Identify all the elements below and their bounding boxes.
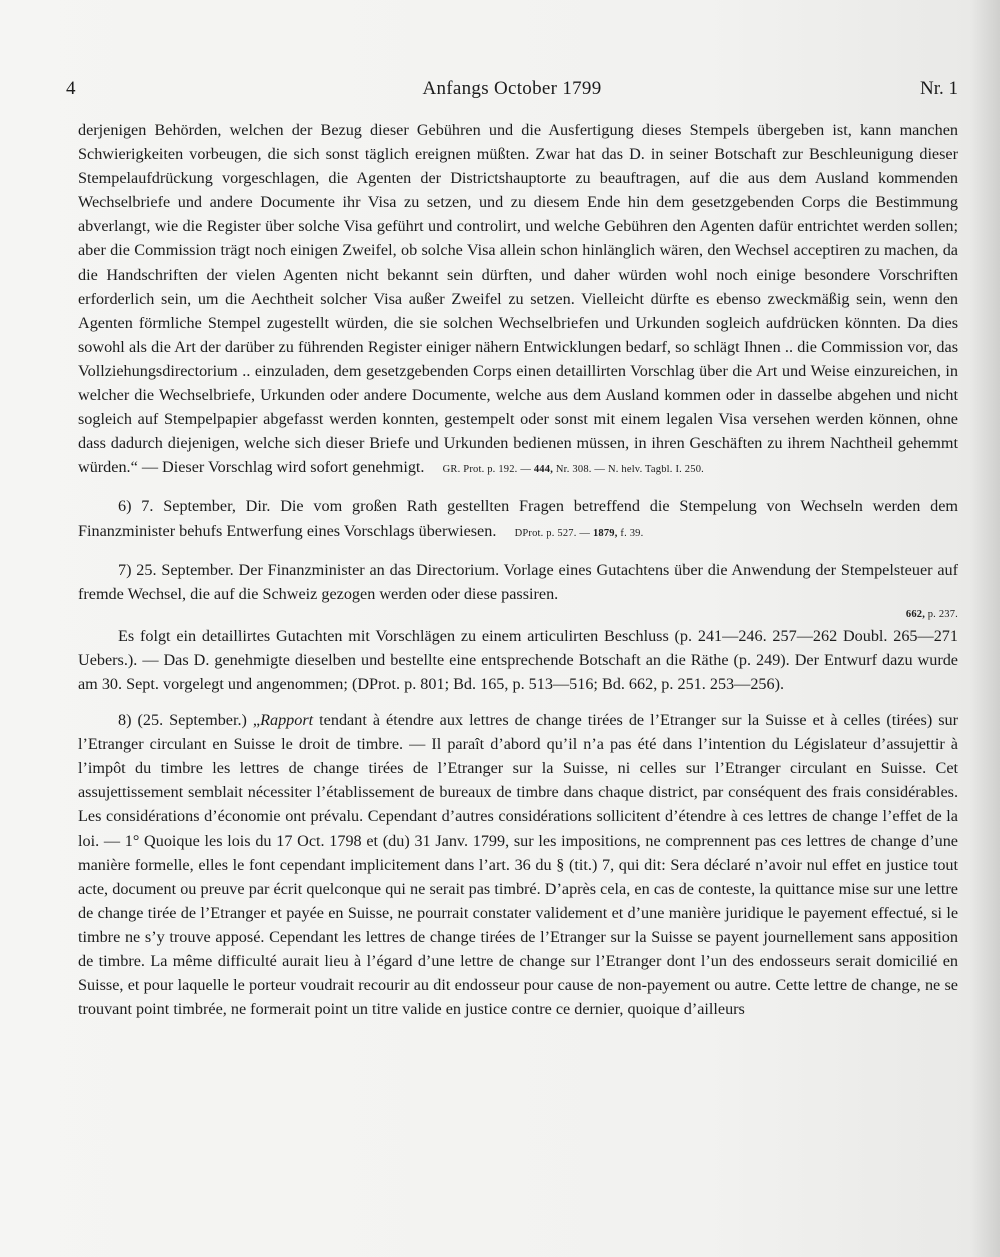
page-header <box>66 78 958 106</box>
paragraph-continued <box>78 118 958 482</box>
page-number: 4 <box>66 78 76 99</box>
section-number: Nr. 1 <box>920 78 958 99</box>
rapport-word: Rapport <box>260 711 314 730</box>
entry-7 <box>78 558 958 624</box>
paragraph-text: tendant à étendre aux lettres de change tirées de l’Etranger sur la Suisse et à celles (tirées) sur l’Etranger circulant en Suisse le droit de timbre. — Il paraît d’abord qu’il n’a pas été dans l’intention du Législateur d’assujettir à l’impôt du timbre les lettres de change tirées de l’Etranger sur la Suisse, ni celles sur l’Etranger circulant en Suisse. Cet assujettissement semblait nécessiter l’établissement de bureaux de timbre dans chaque district, par conséquent des frais considérables. Les considérations d’économie ont prévalu. Cependant d’autres considérations sollicitent d’étendre à ces lettres de change l’effet de la loi. — 1° Quoique les lois du 17 Oct. 1798 et (du) 31 Janv. 1799, sur les impositions, ne comprennent pas ces lettres de change d’une manière formelle, elles le font cependant implicitement dans l’art. 36 du § (tit.) 7, qui dit: Sera déclaré n’avoir nul effet en justice tout acte, document ou preuve par écrit quelconque qui ne serait pas timbré. D’après cela, en cas de conteste, la quittance mise sur une lettre de change tirée de l’Etranger et payée en Suisse, ne pourrait constater validement et d’une manière juridique le payement effectué, si le timbre ne s’y trouve apposé. Cependant les lettres de change tirées de l’Etranger sur la Suisse se payent journellement sans apposition de timbre. La même difficulté aurait lieu à l’égard d’une lettre de change sur l’Etranger dont l’un des endosseurs serait domicilié en Suisse, et pour laquelle le porteur voudrait recourir au dit endosseur pour cause de non-payement ou autre. Cette lettre de change, ne se trouvant point timbrée, ne formerait point un titre valide en justice contre ce dernier, quoique d’ailleurs <box>78 711 959 1019</box>
page-body <box>78 118 958 1021</box>
paragraph-text: 7) 25. September. Der Finanzminister an das Directorium. Vorlage eines Gutachtens über die Anwendung der Stempelsteuer auf fremde Wechsel, die auf die Schweiz gezogen werden oder diese passiren. <box>78 560 958 603</box>
paragraph-text: Es folgt ein detaillirtes Gutachten mit Vorschlägen zu einem articulirten Beschluss (p. 241—246. 257—262 Doubl. 265—271 Uebers.). — Das D. genehmigte dieselben und bestellte eine entsprechende Botschaft an die Räthe (p. 249). Der Entwurf dazu wurde am 30. Sept. vorgelegt und angenommen; (DProt. p. 801; Bd. 165, p. 513—516; Bd. 662, p. 251. 253—256). <box>78 626 958 693</box>
entry-7-followup <box>78 624 958 696</box>
source-reference: 662, p. 237. <box>905 608 958 620</box>
paragraph-text: 6) 7. September, Dir. Die vom großen Rath gestellten Fragen betreffend die Stempelung von Wechseln werden dem Finanzminister behufs Entwerfung eines Vorschlags überwiesen. <box>78 497 958 540</box>
entry-6 <box>78 494 958 545</box>
running-title: Anfangs October 1799 <box>422 78 602 99</box>
source-reference: DProt. p. 527. — 1879, f. 39. <box>514 527 644 539</box>
source-reference: GR. Prot. p. 192. — 444, Nr. 308. — N. helv. Tagbl. I. 250. <box>442 464 704 476</box>
paragraph-text: derjenigen Behörden, welchen der Bezug dieser Gebühren und die Ausfertigung dieses Stempels übergeben ist, kann manchen Schwierigkeiten vorbeugen, die sich sonst täglich ereignen müßten. Zwar hat das D. in seiner Botschaft zur Beschleunigung dieser Stempelaufdrückung vorgeschlagen, die Agenten der Districtshauptorte zu beauftragen, auf die aus dem Ausland kommenden Wechselbriefe und andere Documente ihr Visa zu setzen, und zu diesem Ende hin dem gesetzgebenden Corps die Bestimmung abverlangt, wie die Register über solche Visa geführt und controlirt, und welche Gebühren den Agenten dafür entrichtet werden sollen; aber die Commission trägt noch einigen Zweifel, ob solche Visa allein schon hinlänglich wären, den Wechsel acceptiren zu machen, da die Handschriften der vielen Agenten nicht bekannt sein dürften, und daher würden wohl noch einige besondere Vorschriften erforderlich sein, um die Aechtheit solcher Visa außer Zweifel zu setzen. Vielleicht dürfte es ebenso zweckmäßig sein, wenn den Agenten förmliche Stempel zugestellt würden, die sie solchen Wechselbriefen und Urkunden sogleich aufdrücken könnten. Da dies sowohl als die Art der darüber zu führenden Register einiger nähern Entwicklungen bedarf, so schlägt Ihnen .. die Commission vor, das Vollziehungsdirectorium .. einzuladen, dem gesetzgebenden Corps einen detaillirten Vorschlag über die Art und Weise einzureichen, in welcher die Wechselbriefe, Urkunden oder andere Documente, welche aus dem Ausland kommen oder in dasselbe abgehen und nicht sogleich auf Stempelpapier abgefasst werden konnten, gestempelt oder sonst mit einem legalen Visa versehen werden können, ohne dass dadurch diejenigen, welche sich dieser Briefe und Urkunden bedienen müssen, in ihren Geschäften zu ihrem Nachtheil gehemmt würden.“ — Dieser Vorschlag wird sofort genehmigt. <box>78 121 958 477</box>
entry-8: 8) (25. September.) „Rapport tendant à étendre aux lettres de change tirées de l’Etranger sur la Suisse et à celles (tirées) sur l’Etranger circulant en Suisse le droit de timbre. — Il paraît d’abord qu’il n’a pas été dans l’intention du Législateur d’assujettir à l’impôt du timbre les lettres de change tirées de l’Etranger sur la Suisse, ni celles sur l’Etranger circulant en Suisse. Cet assujettissement semblait nécessiter l’établissement de bureaux de timbre dans chaque district, par conséquent des frais considérables. Les considérations d’économie ont prévalu. Cependant d’autres considérations sollicitent d’étendre à ces lettres de change l’effet de la loi. — 1° Quoique les lois du 17 Oct. 1798 et (du) 31 Janv. 1799, sur les impositions, ne comprennent pas ces lettres de change d’une manière formelle, elles le font cependant implicitement dans l’art. 36 du § (tit.) 7, qui dit: Sera déclaré n’avoir nul effet en justice tout acte, document ou preuve par écrit quelconque qui ne serait pas timbré. D’après cela, en cas de conteste, la quittance mise sur une lettre de change tirée de l’Etranger et payée en Suisse, ne pourrait constater validement et d’une manière juridique le payement effectué, si le timbre ne s’y trouve apposé. Cependant les lettres de change tirées de l’Etranger sur la Suisse se payent journellement sans apposition de timbre. La même difficulté aurait lieu à l’égard d’une lettre de change sur l’Etranger dont l’un des endosseurs serait domicilié en Suisse, et pour laquelle le porteur voudrait recourir au dit endosseur pour cause de non-payement ou autre. Cette lettre de change, ne se trouvant point timbrée, ne formerait point un titre valide en justice contre ce dernier, quoique d’ailleurs <box>78 711 959 1019</box>
